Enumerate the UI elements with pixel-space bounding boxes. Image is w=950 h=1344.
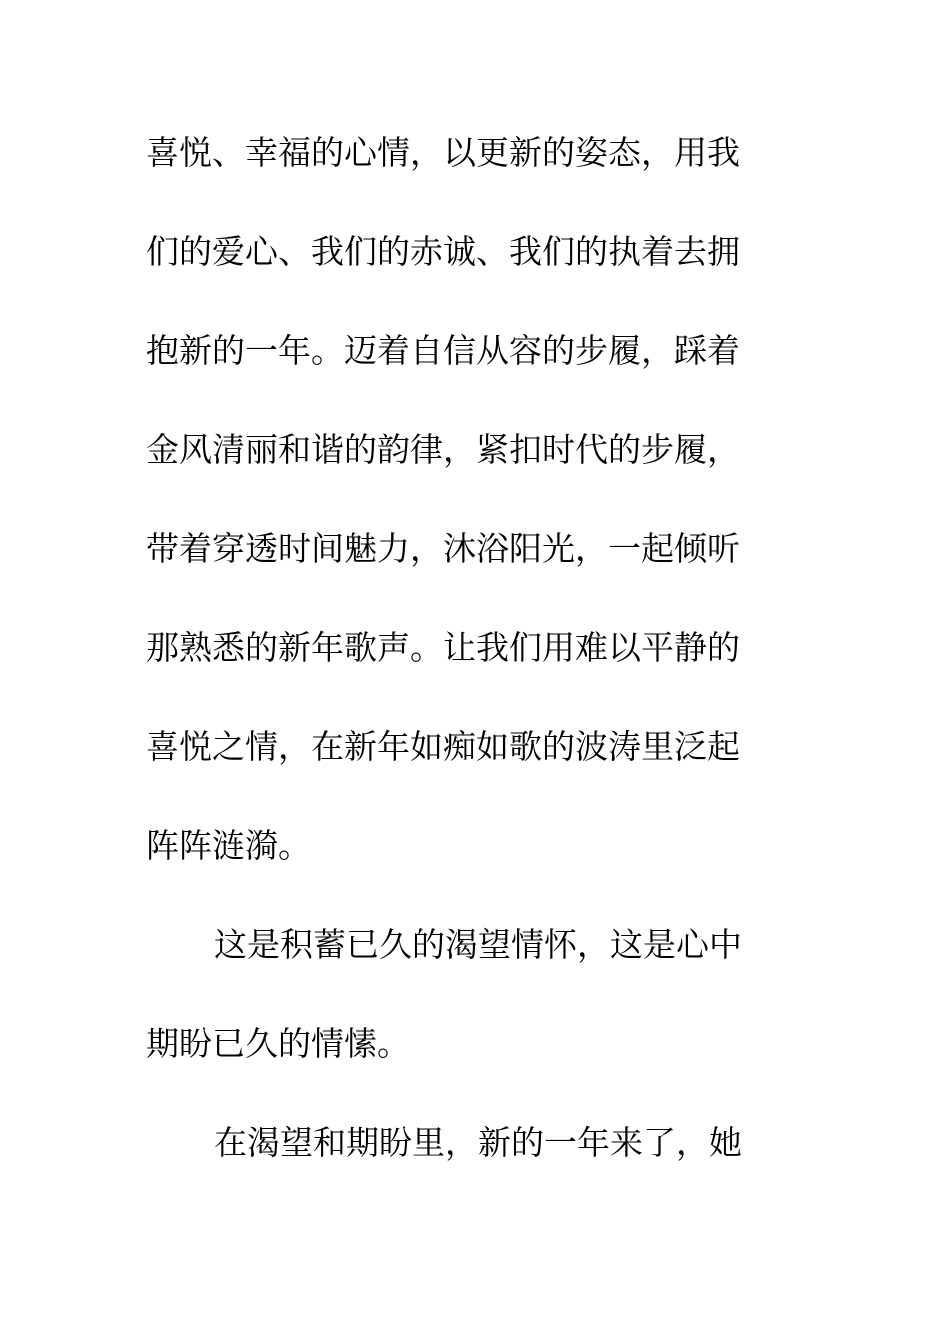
text-line: 们的爱心、我们的赤诚、我们的执着去拥 bbox=[146, 232, 740, 271]
text-line: 抱新的一年。迈着自信从容的步履，踩着 bbox=[146, 331, 740, 370]
text-line: 那熟悉的新年歌声。让我们用难以平静的 bbox=[146, 628, 740, 667]
paragraph-start-line: 在渴望和期盼里，新的一年来了，她 bbox=[214, 1123, 742, 1162]
document-body bbox=[146, 128, 786, 1217]
text-line: 带着穿透时间魅力，沐浴阳光，一起倾听 bbox=[146, 529, 740, 568]
text-line: 阵阵涟漪。 bbox=[146, 826, 311, 865]
text-line: 期盼已久的情愫。 bbox=[146, 1024, 410, 1063]
text-line: 喜悦之情，在新年如痴如歌的波涛里泛起 bbox=[146, 727, 740, 766]
paragraph-start-line: 这是积蓄已久的渴望情怀，这是心中 bbox=[214, 925, 742, 964]
text-line: 金风清丽和谐的韵律，紧扣时代的步履， bbox=[146, 430, 740, 469]
text-line: 喜悦、幸福的心情，以更新的姿态，用我 bbox=[146, 133, 740, 172]
